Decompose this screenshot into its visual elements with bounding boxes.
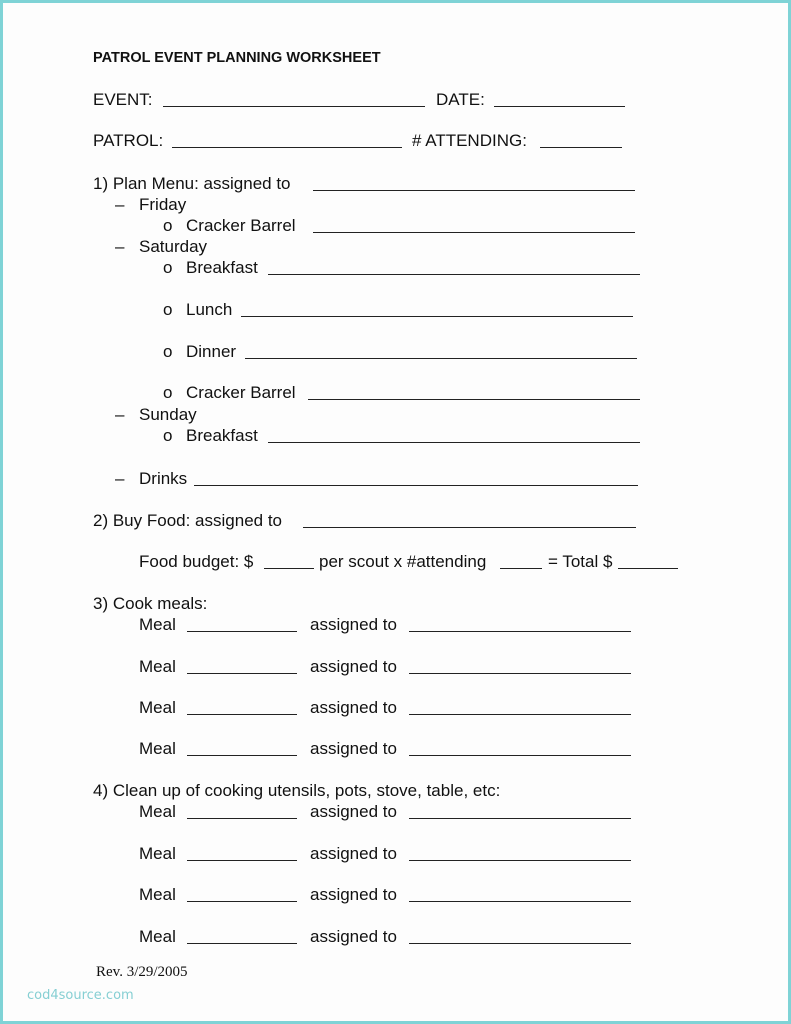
assigned-label-text: assigned to	[310, 802, 397, 821]
saturday-cracker-field[interactable]	[308, 382, 640, 400]
cook-assignee-field[interactable]	[409, 738, 631, 756]
attending-field[interactable]	[540, 130, 622, 148]
cook-meal-field[interactable]	[187, 697, 297, 715]
s1-dash-text: –	[115, 469, 125, 488]
patrol-field[interactable]	[172, 130, 402, 148]
patrol-label-text: PATROL:	[93, 131, 164, 150]
s1-cracker-barrel-text: Cracker Barrel	[186, 216, 296, 235]
plan-menu-assignee-field[interactable]	[313, 173, 635, 191]
s1-bullet-text: o	[163, 258, 173, 277]
assigned-label-text: assigned to	[310, 739, 397, 758]
cleanup-meal-field[interactable]	[187, 801, 297, 819]
cook-meal-field[interactable]	[187, 614, 297, 632]
meal-label-text: Meal	[139, 739, 176, 758]
meal-label-text: Meal	[139, 698, 176, 717]
cleanup-assignee-field[interactable]	[409, 884, 631, 902]
title-text: PATROL EVENT PLANNING WORKSHEET	[93, 50, 381, 66]
assigned-label-text: assigned to	[310, 657, 397, 676]
s1-heading-text: 1) Plan Menu: assigned to	[93, 174, 291, 193]
friday-cracker-field[interactable]	[313, 215, 635, 233]
date-label-text: DATE:	[436, 90, 485, 109]
meal-label-text: Meal	[139, 657, 176, 676]
s1-bullet-text: o	[163, 383, 173, 402]
per-scout-field[interactable]	[264, 551, 314, 569]
saturday-dinner-field[interactable]	[245, 341, 637, 359]
s1-breakfast-text: Breakfast	[186, 258, 258, 277]
s1-breakfast-text: Breakfast	[186, 426, 258, 445]
s1-cracker-barrel-text: Cracker Barrel	[186, 383, 296, 402]
cleanup-meal-field[interactable]	[187, 884, 297, 902]
cook-meal-field[interactable]	[187, 738, 297, 756]
s1-bullet-text: o	[163, 342, 173, 361]
date-field[interactable]	[494, 89, 625, 107]
drinks-field[interactable]	[194, 468, 638, 486]
s1-lunch-text: Lunch	[186, 300, 233, 319]
s1-dash-text: –	[115, 405, 125, 424]
s1-saturday-text: Saturday	[139, 237, 208, 256]
saturday-lunch-field[interactable]	[241, 299, 633, 317]
attending-count-field[interactable]	[500, 551, 542, 569]
footer-rev-text: Rev. 3/29/2005	[96, 964, 188, 980]
saturday-breakfast-field[interactable]	[268, 257, 640, 275]
assigned-label-text: assigned to	[310, 615, 397, 634]
s1-bullet-text: o	[163, 426, 173, 445]
cook-assignee-field[interactable]	[409, 656, 631, 674]
s1-dinner-text: Dinner	[186, 342, 237, 361]
s1-friday-text: Friday	[139, 195, 187, 214]
cleanup-meal-field[interactable]	[187, 843, 297, 861]
meal-label-text: Meal	[139, 615, 176, 634]
event-label-text: EVENT:	[93, 90, 153, 109]
meal-label-text: Meal	[139, 927, 176, 946]
meal-label-text: Meal	[139, 885, 176, 904]
cleanup-assignee-field[interactable]	[409, 926, 631, 944]
s2-budget-1-text: Food budget: $	[139, 552, 254, 571]
assigned-label-text: assigned to	[310, 844, 397, 863]
s2-budget-3-text: = Total $	[548, 552, 613, 571]
s2-heading-text: 2) Buy Food: assigned to	[93, 511, 283, 530]
footer-watermark-text: cod4source.com	[27, 988, 134, 1003]
attending-label-text: # ATTENDING:	[412, 131, 527, 150]
sunday-breakfast-field[interactable]	[268, 425, 640, 443]
s3-heading-text: 3) Cook meals:	[93, 594, 208, 613]
assigned-label-text: assigned to	[310, 885, 397, 904]
s2-budget-2-text: per scout x #attending	[319, 552, 487, 571]
assigned-label-text: assigned to	[310, 927, 397, 946]
s1-dash-text: –	[115, 237, 125, 256]
s1-drinks-text: Drinks	[139, 469, 188, 488]
s1-sunday-text: Sunday	[139, 405, 197, 424]
cook-meal-field[interactable]	[187, 656, 297, 674]
s1-bullet-text: o	[163, 300, 173, 319]
cook-assignee-field[interactable]	[409, 614, 631, 632]
buy-food-assignee-field[interactable]	[303, 510, 636, 528]
total-field[interactable]	[618, 551, 678, 569]
s1-dash-text: –	[115, 195, 125, 214]
meal-label-text: Meal	[139, 844, 176, 863]
cook-assignee-field[interactable]	[409, 697, 631, 715]
cleanup-assignee-field[interactable]	[409, 843, 631, 861]
cleanup-meal-field[interactable]	[187, 926, 297, 944]
meal-label-text: Meal	[139, 802, 176, 821]
s1-bullet-text: o	[163, 216, 173, 235]
cleanup-assignee-field[interactable]	[409, 801, 631, 819]
event-field[interactable]	[163, 89, 425, 107]
s4-heading-text: 4) Clean up of cooking utensils, pots, stove, table, etc:	[93, 781, 501, 800]
assigned-label-text: assigned to	[310, 698, 397, 717]
